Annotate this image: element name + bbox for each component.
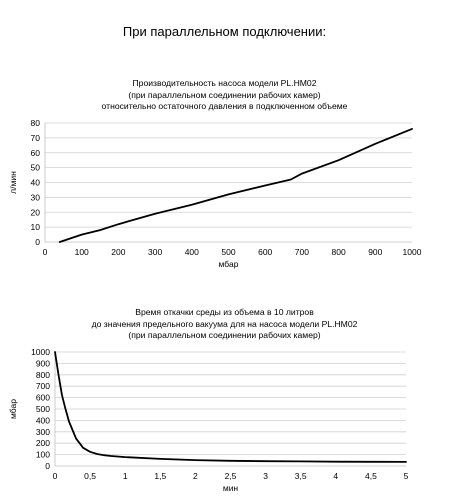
- chart2-y-tick-label: 100: [35, 449, 50, 460]
- chart1-y-tick-label: 0: [35, 237, 40, 247]
- chart1-x-tick-label: 500: [221, 247, 236, 257]
- chart2-y-tick-label: 600: [35, 392, 50, 403]
- chart2-x-tick-label: 2,5: [224, 471, 237, 481]
- chart2-x-tick-label: 1: [122, 471, 128, 481]
- chart1-x-tick-label: 300: [148, 247, 163, 257]
- chart1-x-tick-label: 600: [258, 247, 273, 257]
- chart1-y-tick-label: 40: [30, 177, 40, 188]
- chart1-y-tick-label: 70: [30, 132, 40, 143]
- chart1-x-axis-label: мбар: [218, 259, 239, 269]
- chart1-x-tick-label: 800: [331, 247, 346, 257]
- page-heading: При параллельном подключении:: [122, 24, 327, 39]
- chart2-x-tick-label: 1,5: [154, 471, 167, 481]
- chart2-x-tick-label: 3: [263, 471, 268, 481]
- chart1-y-tick-label: 20: [30, 207, 40, 218]
- chart2-x-tick-label: 0: [52, 471, 58, 481]
- chart2-y-tick-label: 400: [35, 415, 50, 426]
- chart1-x-tick-label: 900: [368, 247, 383, 257]
- chart1-x-tick-label: 0: [42, 247, 48, 257]
- chart1-subtitle-line2: относительно остаточного давления в подключенном объеме: [101, 101, 348, 111]
- chart2-y-tick-label: 900: [35, 358, 50, 369]
- chart1-y-tick-label: 30: [30, 192, 40, 203]
- chart2-y-tick-label: 500: [35, 404, 50, 414]
- chart2-x-tick-label: 4,5: [364, 471, 377, 481]
- chart2-y-axis-label: мбар: [8, 399, 18, 419]
- chart1-x-tick-label: 1000: [402, 247, 422, 257]
- chart2-y-tick-label: 300: [35, 426, 50, 437]
- chart2-x-tick-label: 4: [333, 471, 339, 481]
- chart2-x-tick-label: 2: [193, 471, 198, 481]
- chart1-y-tick-label: 60: [30, 147, 40, 158]
- chart2-y-tick-label: 700: [35, 381, 50, 392]
- chart2-x-axis-label: мин: [222, 483, 239, 493]
- chart1-x-tick-label: 400: [184, 247, 199, 257]
- chart1-y-tick-label: 80: [30, 118, 40, 128]
- chart2-subtitle-line2: (при параллельном соединении рабочих камер): [128, 330, 321, 340]
- chart1-x-tick-label: 100: [74, 247, 89, 257]
- chart2-subtitle-line1: до значения предельного вакуума для на насоса модели PL.HM02: [91, 318, 358, 329]
- chart2-y-tick-label: 0: [45, 461, 50, 471]
- chart2-y-tick-label: 1000: [31, 347, 50, 357]
- chart2-series-line: [55, 352, 406, 462]
- chart1-title: Производительность насоса модели PL.HM02: [132, 78, 317, 88]
- chart2-title: Время откачки среды из объема в 10 литров: [135, 307, 314, 317]
- chart1-subtitle-line1: (при параллельном соединении рабочих камер): [128, 89, 321, 100]
- chart1-y-axis-label: л/мин: [8, 171, 18, 194]
- chart2-x-tick-label: 5: [403, 471, 409, 481]
- chart2-y-tick-label: 200: [35, 438, 50, 449]
- chart1-y-tick-label: 10: [30, 222, 40, 233]
- chart1-x-tick-label: 200: [111, 247, 126, 257]
- chart2-x-tick-label: 3,5: [294, 471, 307, 481]
- chart2-y-tick-label: 800: [35, 369, 50, 380]
- chart1-x-tick-label: 700: [294, 247, 309, 257]
- chart2-x-tick-label: 0,5: [84, 471, 97, 481]
- chart1-y-tick-label: 50: [30, 162, 40, 173]
